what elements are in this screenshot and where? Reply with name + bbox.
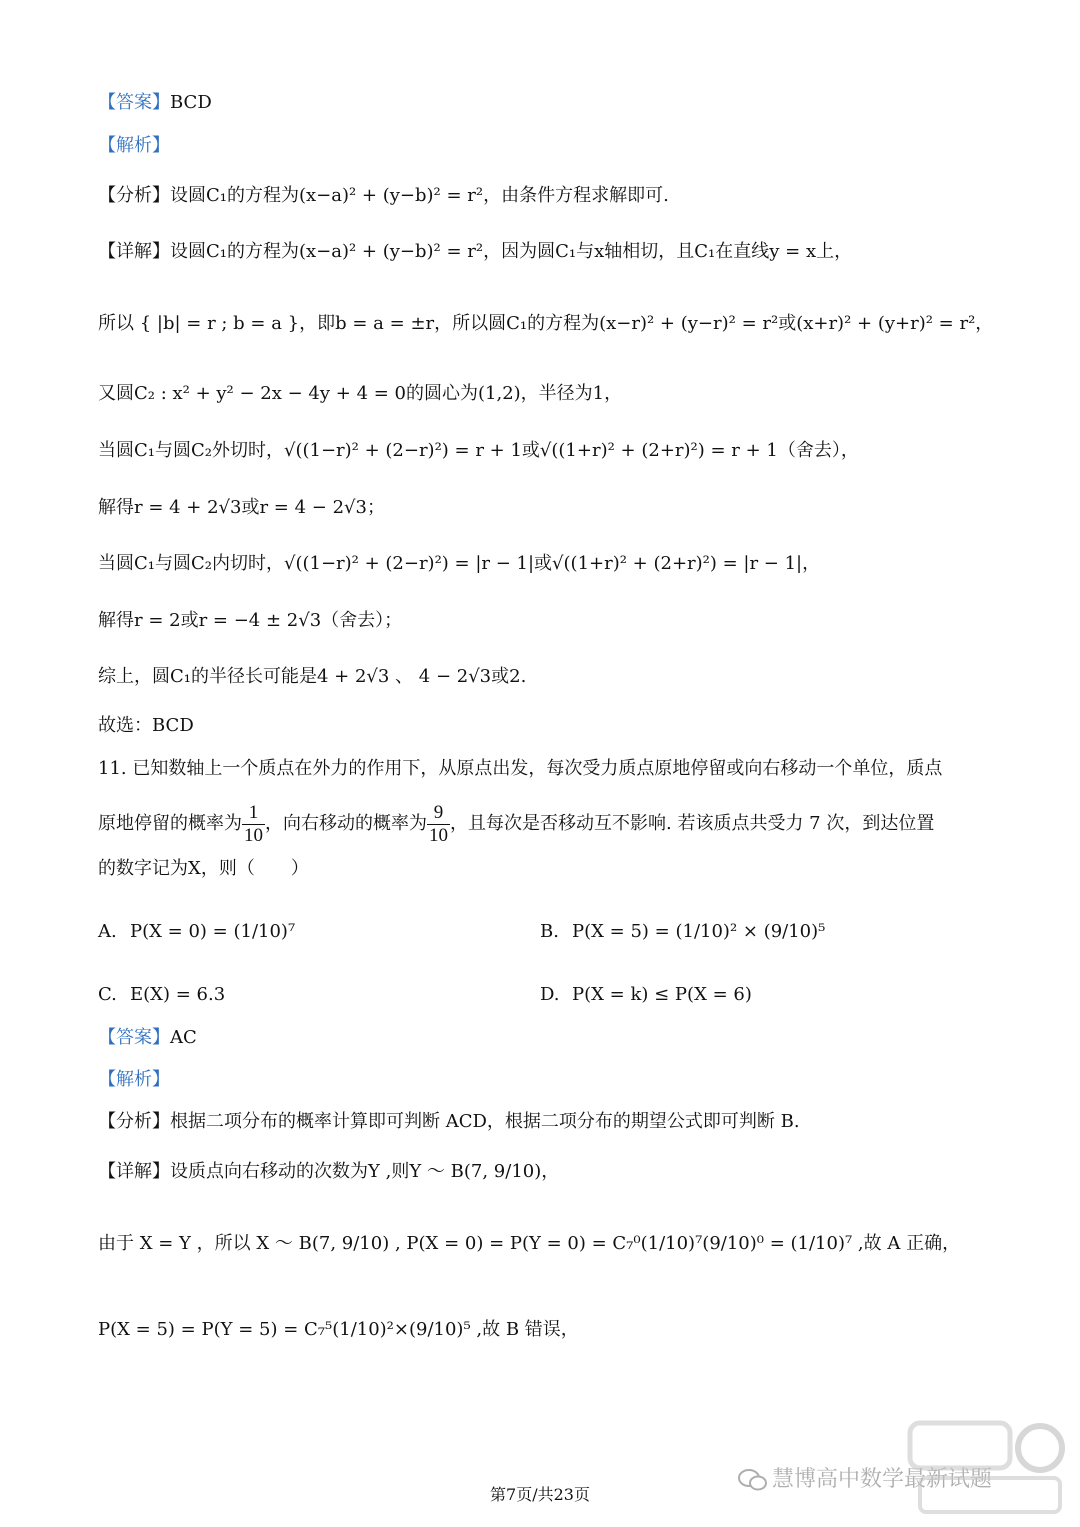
page-footer: 第7页/共23页 <box>490 1485 590 1504</box>
stem-text: 原地停留的概率为 <box>98 813 242 834</box>
option-label: D. <box>540 984 560 1005</box>
fraction-1-10 <box>242 802 265 847</box>
answer-tag: 【答案】 <box>98 1027 170 1048</box>
q11-xiangjie-line <box>98 1158 559 1186</box>
q10-jie2-line: 解得r = 2或r = −4 ± 2√3（舍去）； <box>98 610 403 631</box>
q10-c2-line: 又圆C₂ : x² + y² − 2x − 4y + 4 = 0的圆心为(1,2)，半径为1， <box>98 383 623 404</box>
analysis-tag: 【解析】 <box>98 135 170 156</box>
fenxi-text: 设圆C₁的方程为(x−a)² + (y−b)² = r²，由条件方程求解即可. <box>170 185 669 206</box>
numerator: 9 <box>427 802 450 825</box>
xiangjie-text: 设质点向右移动的次数为Y ,则Y ～ B(7, 9/10)， <box>170 1161 560 1182</box>
fraction-9-10 <box>427 802 450 847</box>
q10-waiqie-line: 当圆C₁与圆C₂外切时，√((1−r)² + (2−r)²) = r + 1或√((1+r)² + (2+r)²) = r + 1（舍去）， <box>98 440 859 461</box>
q11-fenxi-line <box>98 1108 800 1136</box>
option-text: E(X) = 6.3 <box>130 984 226 1005</box>
q11-stem-line-3: 的数字记为X，则（ ） <box>98 858 309 879</box>
q11-stem-line-2 <box>98 800 934 848</box>
denominator: 10 <box>429 824 448 846</box>
option-b <box>540 918 825 946</box>
q10-zongshang-line: 综上，圆C₁的半径长可能是4 + 2√3 、 4 − 2√3或2. <box>98 666 527 687</box>
q10-xiangjie-line <box>98 238 852 266</box>
option-text: P(X = k) ≤ P(X = 6) <box>572 984 752 1005</box>
answer-value: AC <box>170 1027 197 1048</box>
watermark-text: 慧博高中数学最新试题 <box>772 1467 993 1492</box>
option-d <box>540 981 752 1009</box>
stem-text: ，且每次是否移动互不影响. 若该质点共受力 7 次，到达位置 <box>450 813 935 834</box>
answer-value: BCD <box>170 92 212 113</box>
option-label: B. <box>540 921 559 942</box>
xiangjie-tag: 【详解】 <box>98 1161 170 1182</box>
xiangjie-tag: 【详解】 <box>98 241 170 262</box>
q10-analysis-heading <box>98 132 170 160</box>
fenxi-tag: 【分析】 <box>98 185 170 206</box>
option-a <box>98 918 295 946</box>
xiangjie-text: 设圆C₁的方程为(x−a)² + (y−b)² = r²，因为圆C₁与x轴相切，且C₁在直线y = x上， <box>170 241 853 262</box>
q10-answer-line <box>98 89 212 117</box>
denominator: 10 <box>244 824 263 846</box>
q11-answer-line <box>98 1024 197 1052</box>
stem-text: ，向右移动的概率为 <box>265 813 427 834</box>
q10-jie1-line: 解得r = 4 + 2√3或r = 4 − 2√3； <box>98 497 385 518</box>
option-text: P(X = 0) = (1/10)⁷ <box>130 921 296 942</box>
q10-guxuan-line: 故选：BCD <box>98 715 194 736</box>
q11-p5-line: P(X = 5) = P(Y = 5) = C₇⁵(1/10)²×(9/10)⁵ ,故 B 错误， <box>98 1319 579 1340</box>
option-c <box>98 981 225 1009</box>
numerator: 1 <box>242 802 265 825</box>
answer-tag: 【答案】 <box>98 92 170 113</box>
option-text: P(X = 5) = (1/10)² × (9/10)⁵ <box>572 921 826 942</box>
q11-stem-line-1: 11. 已知数轴上一个质点在外力的作用下，从原点出发，每次受力质点原地停留或向右移动一个单位，质点 <box>98 758 943 779</box>
q10-fenxi-line <box>98 182 669 210</box>
fenxi-tag: 【分析】 <box>98 1111 170 1132</box>
fenxi-text: 根据二项分布的概率计算即可判断 ACD，根据二项分布的期望公式即可判断 B. <box>170 1111 800 1132</box>
q10-suoyi-line: 所以 { |b| = r ; b = a }，即b = a = ±r，所以圆C₁的方程为(x−r)² + (y−r)² = r²或(x+r)² + (y+r)² = r²， <box>98 313 994 334</box>
q10-neiqie-line: 当圆C₁与圆C₂内切时，√((1−r)² + (2−r)²) = |r − 1|或√((1+r)² + (2+r)²) = |r − 1|， <box>98 553 821 574</box>
option-label: A. <box>98 921 117 942</box>
q11-analysis-heading <box>98 1066 170 1094</box>
q11-youyu-line: 由于 X = Y ，所以 X ～ B(7, 9/10) , P(X = 0) = P(Y = 0) = C₇⁰(1/10)⁷(9/10)⁰ = (1/10)⁷ ,故 A 正确， <box>98 1233 961 1254</box>
analysis-tag: 【解析】 <box>98 1069 170 1090</box>
option-label: C. <box>98 984 117 1005</box>
